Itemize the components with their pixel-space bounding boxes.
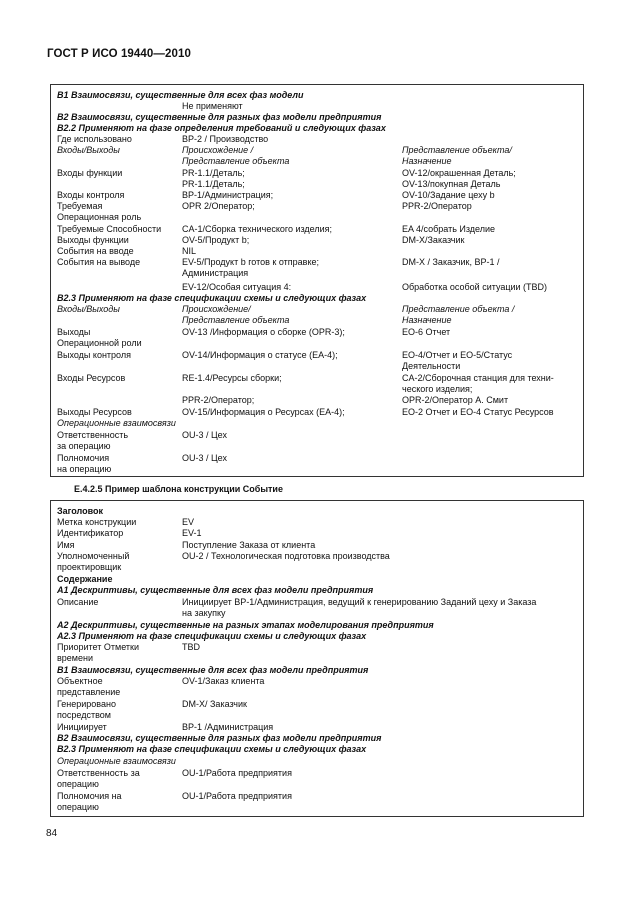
table-cell: DM-X / Заказчик, BP-1 /	[402, 257, 500, 267]
table-cell: Деятельности	[402, 361, 461, 371]
table-cell: Метка конструкции	[57, 517, 137, 527]
table-cell: времени	[57, 653, 93, 663]
table-cell: Выходы Ресурсов	[57, 407, 132, 417]
table-cell: Входы/Выходы	[57, 145, 120, 155]
table-construct-continued	[50, 84, 584, 477]
table-cell: представление	[57, 687, 121, 697]
table-cell: Представление объекта	[182, 156, 290, 166]
table-cell: за операцию	[57, 441, 111, 451]
table-cell: Полномочия	[57, 453, 110, 463]
table-cell: Представление объекта	[182, 315, 290, 325]
table-cell: В2 Взаимосвязи, существенные для разных фаз модели предприятия	[57, 112, 382, 122]
table-cell: EO-4/Отчет и EO-5/Статус	[402, 350, 513, 360]
table-cell: TBD	[182, 642, 200, 652]
table-cell: Операционной роли	[57, 338, 142, 348]
table-cell: Операционные взаимосвязи	[57, 756, 176, 766]
table-cell: Приоритет Отметки	[57, 642, 139, 652]
table-cell: Генерировано	[57, 699, 116, 709]
table-cell: Инициирует	[57, 722, 107, 732]
table-cell: OU-3 / Цех	[182, 430, 227, 440]
table-cell: OV-1/Заказ клиента	[182, 676, 265, 686]
table-cell: Выходы контроля	[57, 350, 131, 360]
table-cell: DM-X/ Заказчик	[182, 699, 247, 709]
table-cell: EV-1	[182, 528, 202, 538]
table-event-template	[50, 500, 584, 817]
table-cell: Назначение	[402, 156, 452, 166]
table-cell: В1 Взаимосвязи, существенные для всех фаз модели предприятия	[57, 665, 369, 675]
table-cell: В1 Взаимосвязи, существенные для всех фаз модели	[57, 90, 304, 100]
table-cell: BP-1/Администрация;	[182, 190, 274, 200]
table-cell: Администрация	[182, 268, 249, 278]
table-cell: Ответственность за	[57, 768, 140, 778]
table-cell: А1 Дескриптивы, существенные для всех фаз модели предприятия	[57, 585, 374, 595]
table-cell: Поступление Заказа от клиента	[182, 540, 316, 550]
table-cell: на закупку	[182, 608, 226, 618]
table-cell: Полномочия на	[57, 791, 122, 801]
table-cell: PPR-2/Оператор;	[182, 395, 255, 405]
table-cell: Представление объекта/	[402, 145, 512, 155]
table-cell: Уполномоченный	[57, 551, 130, 561]
table-cell: Заголовок	[57, 506, 104, 516]
table-cell: OU-2 / Технологическая подготовка производства	[182, 551, 390, 561]
table-cell: EO-2 Отчет и EO-4 Статус Ресурсов	[402, 407, 554, 417]
table-cell: В2.2 Применяют на фазе определения требований и следующих фазах	[57, 123, 386, 133]
table-cell: CA-1/Сборка технического изделия;	[182, 224, 333, 234]
table-cell: OU-1/Работа предприятия	[182, 791, 292, 801]
table-cell: OPR-2/Оператор А. Смит	[402, 395, 509, 405]
table-cell: События на выводе	[57, 257, 141, 267]
table-cell: проектировщик	[57, 562, 122, 572]
table-cell: OV-12/окрашенная Деталь;	[402, 168, 516, 178]
table-cell: Идентификатор	[57, 528, 124, 538]
table-cell: операцию	[57, 802, 99, 812]
table-cell: BP-2 / Производство	[182, 134, 269, 144]
table-cell: PPR-2/Оператор	[402, 201, 472, 211]
table-cell: EA 4/собрать Изделие	[402, 224, 496, 234]
table-cell: OV-13 /Информация о сборке (OPR-3);	[182, 327, 345, 337]
document-header: ГОСТ Р ИСО 19440—2010	[47, 48, 192, 60]
table-cell: Содержание	[57, 574, 113, 584]
table-cell: Представление объекта /	[402, 304, 515, 314]
table-cell: Операционные взаимосвязи	[57, 418, 176, 428]
table-cell: EV	[182, 517, 195, 527]
table-cell: операцию	[57, 779, 99, 789]
table-cell: EV-5/Продукт b готов к отправке;	[182, 257, 319, 267]
table-cell: Обработка особой ситуации (TBD)	[402, 282, 548, 292]
table-cell: EO-6 Отчет	[402, 327, 451, 337]
table-cell: OV-14/Информация о статусе (EA-4);	[182, 350, 338, 360]
table-cell: В2.3 Применяют на фазе спецификации схемы и следующих фазах	[57, 293, 367, 303]
table-cell: CA-2/Сборочная станция для техни-	[402, 373, 554, 383]
table-cell: ческого изделия;	[402, 384, 473, 394]
table-cell: NIL	[182, 246, 197, 256]
table-cell: EV-12/Особая ситуация 4:	[182, 282, 292, 292]
table-cell: BP-1 /Администрация	[182, 722, 274, 732]
table-cell: Описание	[57, 597, 99, 607]
table-cell: Входы функции	[57, 168, 123, 178]
table-cell: OV-13/покупная Деталь	[402, 179, 501, 189]
table-cell: Происхождение /	[182, 145, 254, 155]
table-cell: Входы контроля	[57, 190, 125, 200]
table-cell: В2.3 Применяют на фазе спецификации схемы и следующих фазах	[57, 744, 367, 754]
table-cell: Требуемая	[57, 201, 103, 211]
table-cell: А2.3 Применяют на фазе спецификации схемы и следующих фазах	[57, 631, 367, 641]
table-cell: посредством	[57, 710, 111, 720]
table-cell: В2 Взаимосвязи, существенные для разных фаз модели предприятия	[57, 733, 382, 743]
table-cell: OU-1/Работа предприятия	[182, 768, 292, 778]
page-number: 84	[46, 828, 58, 839]
table-cell: OV-10/Задание цеху b	[402, 190, 495, 200]
table-cell: Назначение	[402, 315, 452, 325]
table-cell: Происхождение/	[182, 304, 251, 314]
table-cell: Инициирует BP-1/Администрация, ведущий к генерированию Заданий цеху и Заказа	[182, 597, 537, 607]
table-cell: Операционная роль	[57, 212, 142, 222]
table-cell: Входы/Выходы	[57, 304, 120, 314]
table-cell: RE-1.4/Ресурсы сборки;	[182, 373, 282, 383]
table-cell: OV-5/Продукт b;	[182, 235, 250, 245]
table-cell: Выходы	[57, 327, 91, 337]
table-cell: OPR 2/Оператор;	[182, 201, 255, 211]
table-cell: Объектное	[57, 676, 103, 686]
table-cell: DM-X/Заказчик	[402, 235, 465, 245]
table-cell: OV-15/Информация о Ресурсах (EA-4);	[182, 407, 345, 417]
table-cell: PR-1.1/Деталь;	[182, 179, 245, 189]
table-cell: OU-3 / Цех	[182, 453, 227, 463]
table-cell: Не применяют	[182, 101, 243, 111]
table-cell: Имя	[57, 540, 75, 550]
table-cell: Выходы функции	[57, 235, 129, 245]
table-cell: на операцию	[57, 464, 112, 474]
table-cell: События на вводе	[57, 246, 134, 256]
table-cell: Ответственность	[57, 430, 129, 440]
table-cell: PR-1.1/Деталь;	[182, 168, 245, 178]
table-cell: Требуемые Способности	[57, 224, 162, 234]
table-cell: Где использовано	[57, 134, 132, 144]
table-cell: Входы Ресурсов	[57, 373, 126, 383]
table-cell: А2 Дескриптивы, существенные на разных этапах моделирования предприятия	[57, 620, 434, 630]
section-caption: E.4.2.5 Пример шаблона конструкции Событие	[74, 484, 283, 494]
